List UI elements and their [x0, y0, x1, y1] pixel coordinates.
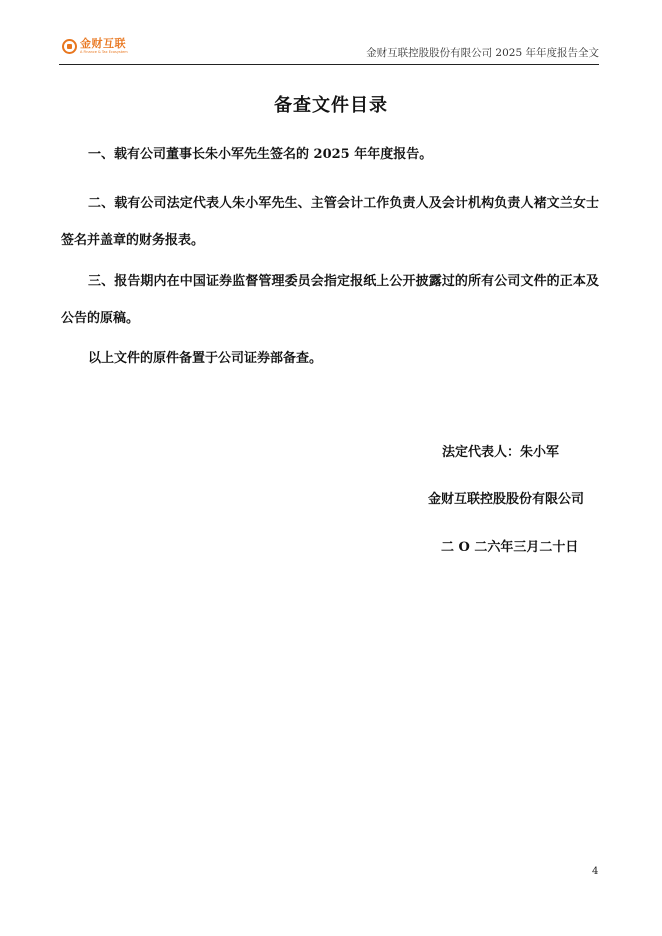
- logo-mark-icon: [62, 39, 77, 54]
- section-title: 备查文件目录: [274, 95, 388, 116]
- item-2: 二、载有公司法定代表人朱小军先生、主管会计工作负责人及会计机构负责人褚文兰女士签名并盖章的财务报表。: [61, 196, 599, 248]
- company-name: 金财互联控股股份有限公司: [428, 492, 585, 507]
- item-1: 一、载有公司董事长朱小军先生签名的 2025 年年度报告。: [88, 147, 433, 162]
- signature-date: 二 O 二六年三月二十日: [441, 540, 579, 555]
- logo-text: 金财互联: [80, 37, 126, 50]
- closing-note: 以上文件的原件备置于公司证券部备查。: [88, 351, 323, 366]
- logo-subtext: A Finance & Tax Ecosystem: [80, 50, 128, 54]
- page-number: 4: [592, 866, 599, 877]
- item-3: 三、报告期内在中国证券监督管理委员会指定报纸上公开披露过的所有公司文件的正本及公告的原稿。: [61, 274, 599, 326]
- page-header: [59, 36, 599, 65]
- legal-representative: 法定代表人：朱小军: [442, 445, 560, 460]
- header-document-title: 金财互联控股股份有限公司 2025 年年度报告全文: [366, 47, 599, 59]
- company-logo: [62, 38, 128, 60]
